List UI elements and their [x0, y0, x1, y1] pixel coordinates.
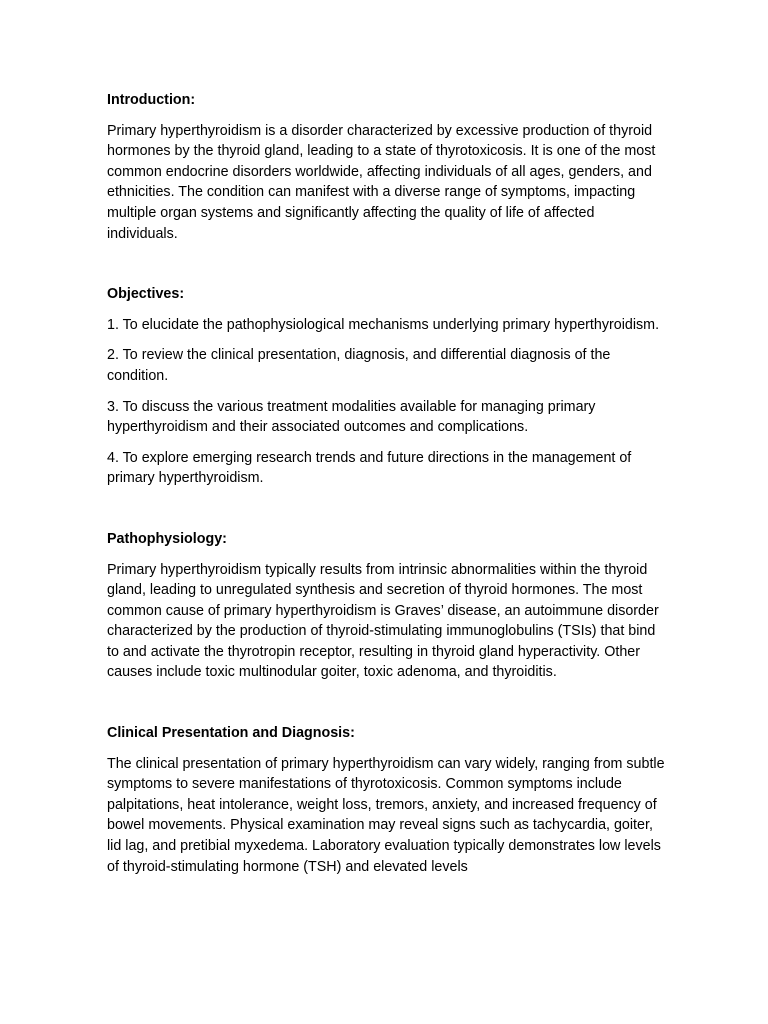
pathophysiology-paragraph: Primary hyperthyroidism typically results from intrinsic abnormalities within the thyroid gland, leading to unregulated synthesis and secretion of thyroid hormones. The most common cause of primary hyperthyroidism is Graves’ disease, an autoimmune disorder characterized by the production of thyroid-stimulating immunoglobulins (TSIs) that bind to and activate the thyrotropin receptor, resulting in thyroid gland hyperactivity. Other causes include toxic multinodular goiter, toxic adenoma, and thyroiditis.: [107, 561, 659, 681]
section-pathophysiology: [107, 529, 667, 683]
objective-item-4: 4. To explore emerging research trends and future directions in the management of primary hyperthyroidism.: [107, 449, 632, 487]
document-page: [107, 90, 667, 917]
objective-item-2: 2. To review the clinical presentation, diagnosis, and differential diagnosis of the condition.: [107, 347, 611, 384]
objective-item-3: 3. To discuss the various treatment modalities available for managing primary hyperthyroidism and their associated outcomes and complications.: [107, 398, 596, 436]
clinical-heading: Clinical Presentation and Diagnosis:: [107, 725, 355, 742]
section-objectives: [107, 284, 667, 489]
clinical-paragraph: The clinical presentation of primary hyperthyroidism can vary widely, ranging from subtle symptoms to severe manifestations of thyrotoxicosis. Common symptoms include palpitations, heat intolerance, weight loss, tremors, anxiety, and increased frequency of bowel movements. Physical examination may reveal signs such as tachycardia, goiter, lid lag, and pretibial myxedema. Laboratory evaluation typically demonstrates low levels of thyroid-stimulating hormone (TSH) and elevated levels: [107, 755, 665, 875]
objectives-heading: Objectives:: [107, 286, 185, 303]
section-clinical-presentation: [107, 723, 667, 877]
section-introduction: [107, 90, 667, 244]
introduction-heading: Introduction:: [107, 92, 196, 108]
pathophysiology-heading: Pathophysiology:: [107, 530, 227, 547]
introduction-paragraph: Primary hyperthyroidism is a disorder characterized by excessive production of thyroid hormones by the thyroid gland, leading to a state of thyrotoxicosis. It is one of the most common endocrine disorders worldwide, affecting individuals of all ages, genders, and ethnicities. The condition can manifest with a diverse range of symptoms, impacting multiple organ systems and significantly affecting the quality of life of affected individuals.: [107, 122, 656, 242]
objective-item-1: 1. To elucidate the pathophysiological mechanisms underlying primary hyperthyroidism.: [107, 316, 660, 333]
objectives-list: [107, 315, 667, 489]
